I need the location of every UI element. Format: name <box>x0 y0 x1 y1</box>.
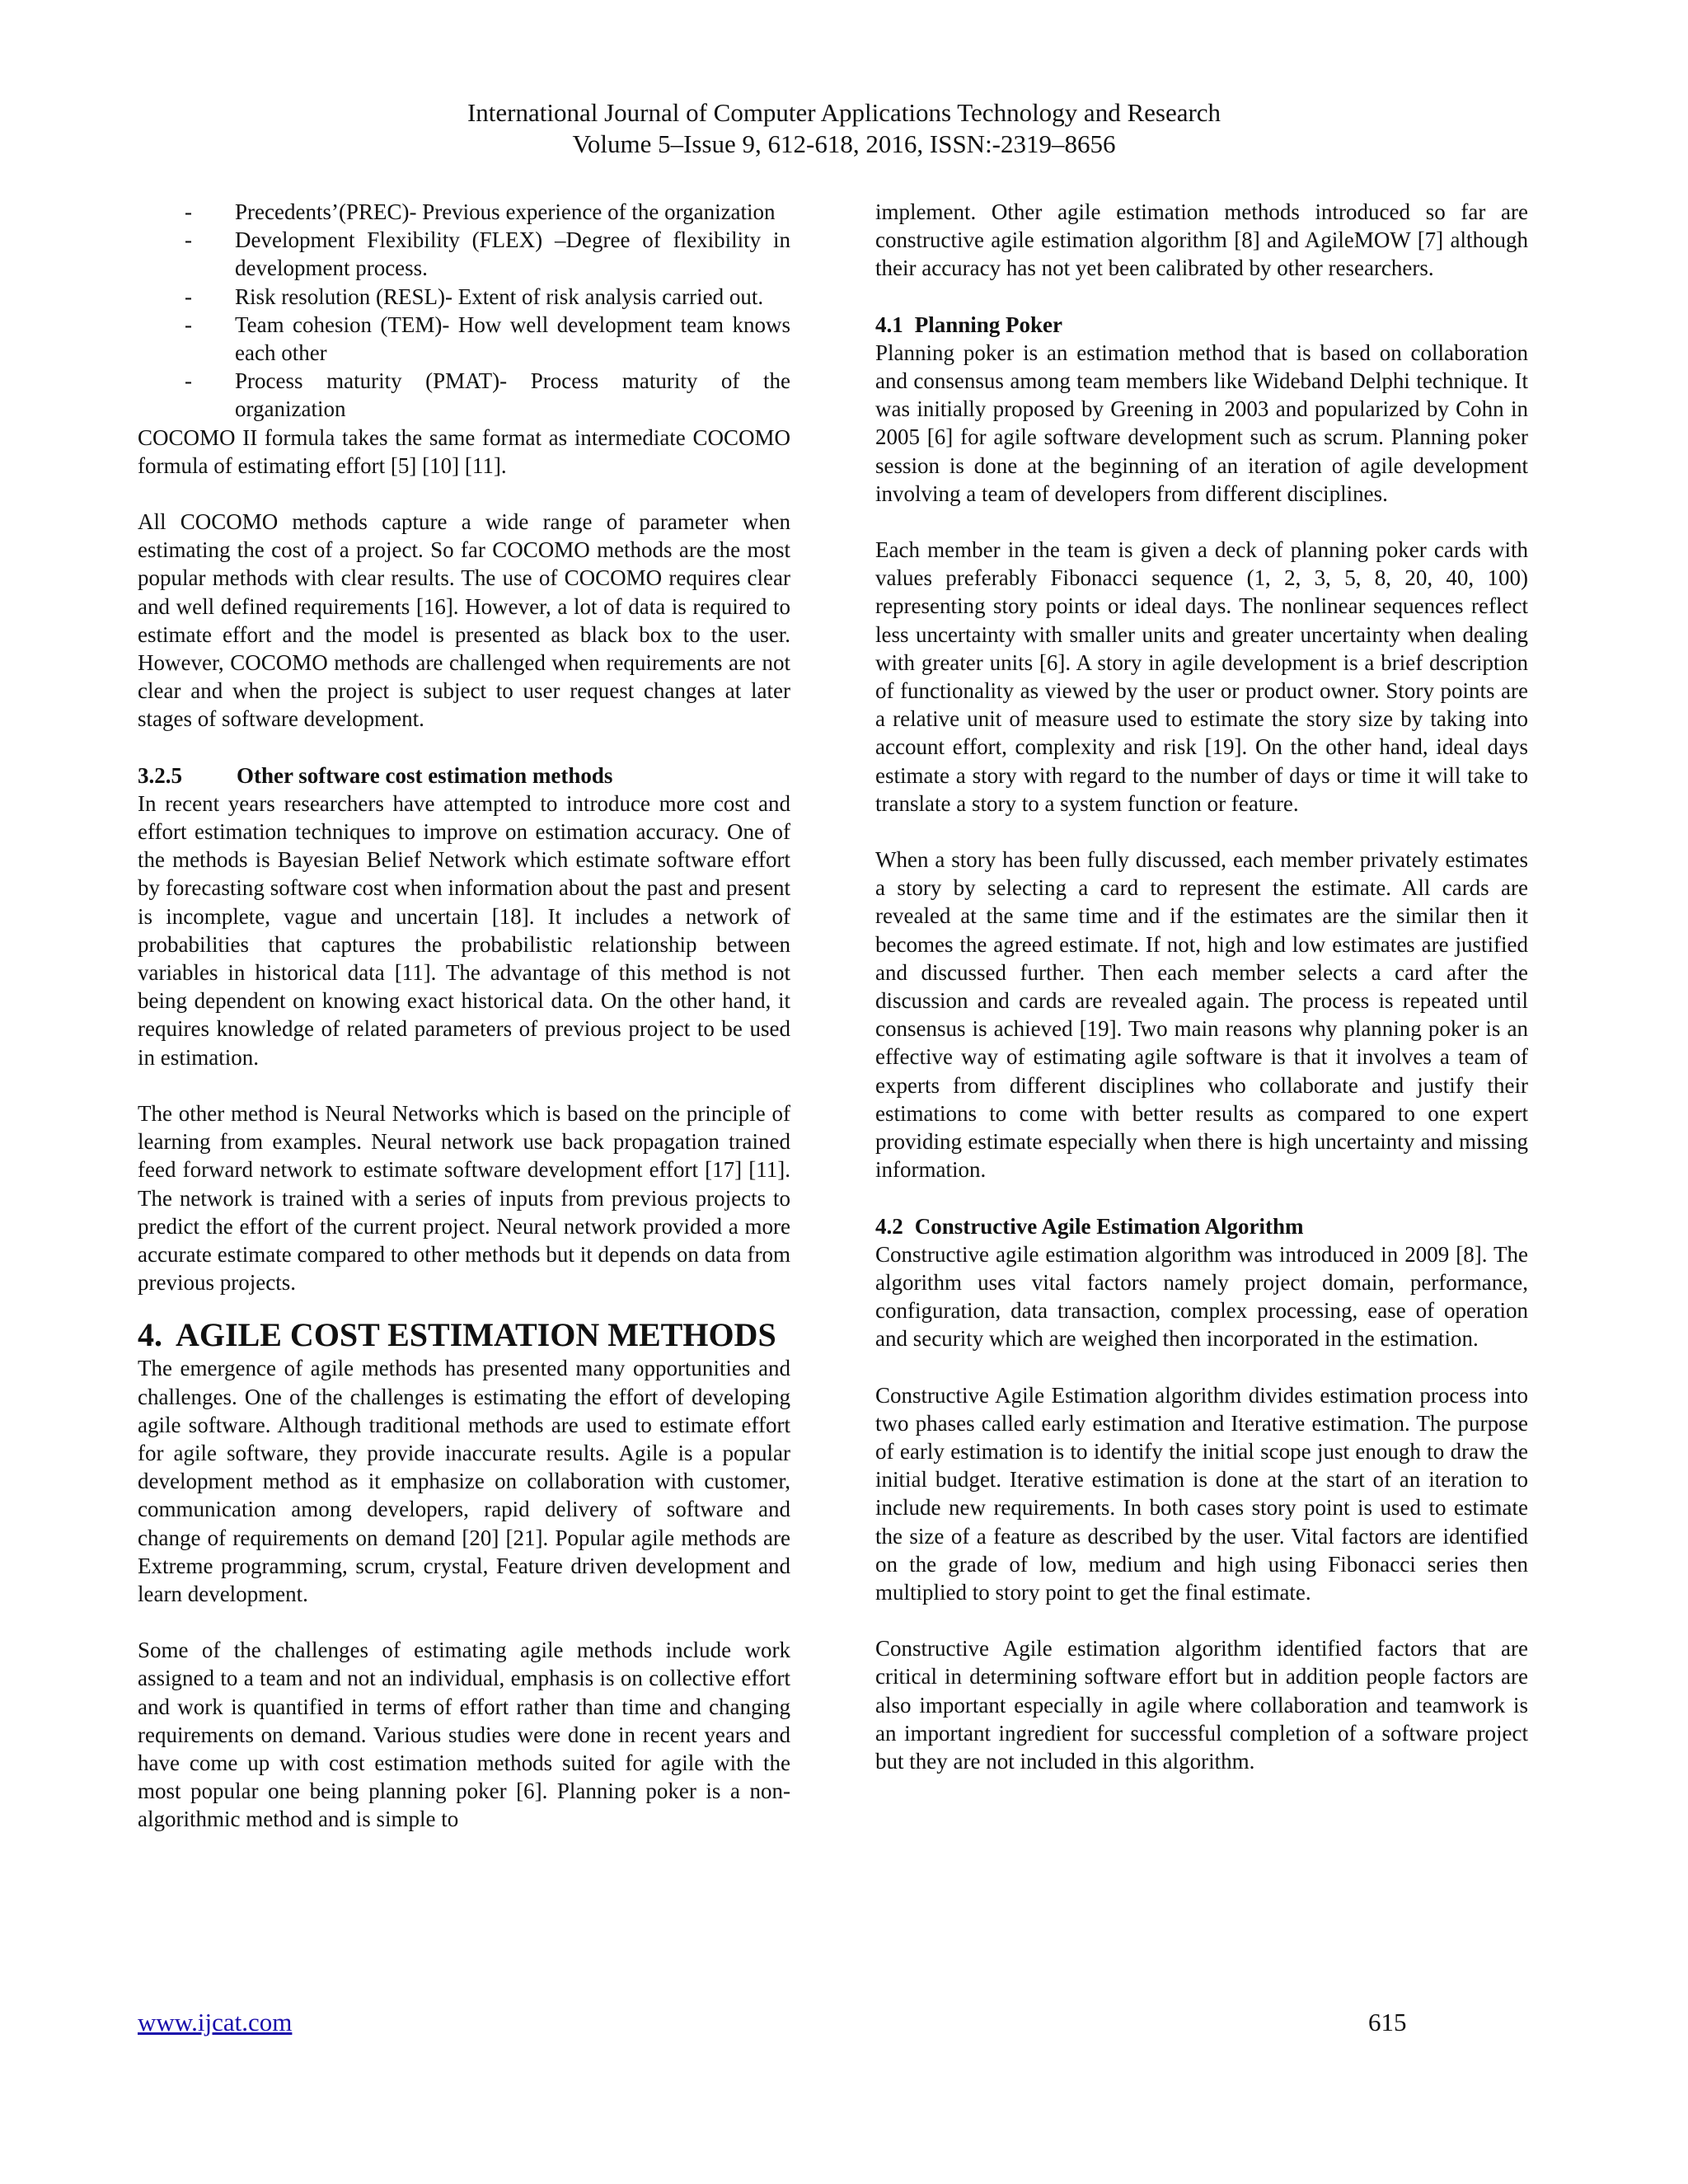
left-column <box>138 198 790 1834</box>
page-number: 615 <box>1368 2008 1407 2036</box>
list-dash: - <box>185 312 192 337</box>
list-item-text: Process maturity (PMAT)- Process maturity of the organization <box>235 368 790 422</box>
journal-volume: Volume 5–Issue 9, 612-618, 2016, ISSN:-2319–8656 <box>572 129 1116 158</box>
subsection-number: 3.2.5 <box>138 762 182 788</box>
paragraph-bayesian-network: In recent years researchers have attempted to introduce more cost and effort estimation techniques to improve on estimation accuracy. One of the methods is Bayesian Belief Network which estimate software effort by forecasting software cost when information about the past and present is incomplete, vague and uncertain [18]. It includes a network of probabilities that captures the probabilistic relationship between variables in historical data [11]. The advantage of this method is not being dependent on knowing exact historical data. On the other hand, it requires knowledge of related parameters of previous project to be used in estimation. <box>138 790 790 1070</box>
paragraph-cocomo2-formula: COCOMO II formula takes the same format as intermediate COCOMO formula of estimating effort [5] [10] [11]. <box>138 424 790 478</box>
paragraph-all-cocomo: All COCOMO methods capture a wide range of parameter when estimating the cost of a project. So far COCOMO methods are the most popular methods with clear results. The use of COCOMO requires clear and well defined requirements [16]. However, a lot of data is required to estimate effort and the model is presented as black box to the user. However, COCOMO methods are challenged when requirements are not clear and when the project is subject to user request changes at later stages of software development. <box>138 509 790 732</box>
subsection-number: 4.2 <box>875 1213 903 1239</box>
paragraph-caea-intro: Constructive agile estimation algorithm was introduced in 2009 [8]. The algorithm uses vital factors namely project domain, performance, configuration, data transaction, complex processing, ease of operation and security which are weighed then incorporated in the estimation. <box>875 1241 1528 1352</box>
cocomo-factor-list <box>138 198 790 424</box>
paragraph-planning-poker-intro: Planning poker is an estimation method that is based on collaboration and consensus among team members like Wideband Delphi technique. It was initially proposed by Greening in 2003 and popularized by Cohn in 2005 [6] for agile software development such as scrum. Planning poker session is done at the beginning of an iteration of agile development involving a team of developers from different disciplines. <box>875 340 1528 506</box>
subsection-number: 4.1 <box>875 312 903 337</box>
subsection-heading-3-2-5 <box>138 762 790 790</box>
subsection-title: Planning Poker <box>914 312 1063 337</box>
list-dash: - <box>185 227 192 253</box>
section-number: 4. <box>138 1316 162 1354</box>
paragraph-neural-networks: The other method is Neural Networks which is based on the principle of learning from examples. Neural network use back propagation trained feed forward network to estimate software development effort [17] [11]. The network is trained with a series of inputs from previous projects to predict the effort of the current project. Neural network provided a more accurate estimate compared to other methods but it depends on data from previous projects. <box>138 1100 790 1296</box>
journal-title: International Journal of Computer Applications Technology and Research <box>467 98 1221 127</box>
paragraph-planning-poker-process: When a story has been fully discussed, each member privately estimates a story by selecting a card to represent the estimate. All cards are revealed at the same time and if the estimates are the similar then it becomes the agreed estimate. If not, high and low estimates are justified and discussed further. Then each member selects a card after the discussion and cards are revealed again. The process is repeated until consensus is achieved [19]. Two main reasons why planning poker is an effective way of estimating agile software is that it involves a team of experts from different disciplines who collaborate and justify their estimations to come with better results as compared to one expert providing estimate especially when there is high uncertainty and missing information. <box>875 847 1528 1183</box>
paragraph-agile-challenges: Some of the challenges of estimating agile methods include work assigned to a team and not an individual, emphasis is on collective effort and work is quantified in terms of effort rather than time and changing requirements on demand. Various studies were done in recent years and have come up with cost estimation methods suited for agile with the most popular one being planning poker [6]. Planning poker is a non-algorithmic method and is simple to <box>138 1638 790 1832</box>
list-item-text: Development Flexibility (FLEX) –Degree of flexibility in development process. <box>235 227 790 281</box>
paragraph-planning-poker-cards: Each member in the team is given a deck of planning poker cards with values preferably Fibonacci sequence (1, 2, 3, 5, 8, 20, 40, 100) representing story points or ideal days. The nonlinear sequences reflect less uncertainty with smaller units and greater uncertainty when dealing with greater units [6]. A story in agile development is a brief description of functionality as viewed by the user or product owner. Story points are a relative unit of measure used to estimate the story size by taking into account effort, complexity and risk [19]. On the other hand, ideal days estimate a story with regard to the number of days or time it will take to translate a story to a system function or feature. <box>875 537 1528 816</box>
section-title: AGILE COST ESTIMATION METHODS <box>176 1316 776 1354</box>
right-column <box>875 198 1528 1775</box>
paragraph-caea-factors: Constructive Agile estimation algorithm identified factors that are critical in determining software effort but in addition people factors are also important especially in agile where collaboration and teamwork is an important ingredient for successful completion of a software project but they are not included in this algorithm. <box>875 1636 1528 1774</box>
list-item <box>138 283 790 311</box>
journal-website-link[interactable]: www.ijcat.com <box>138 2008 293 2036</box>
paragraph-caea-phases: Constructive Agile Estimation algorithm divides estimation process into two phases called early estimation and Iterative estimation. The purpose of early estimation is to identify the initial scope just enough to draw the initial budget. Iterative estimation is done at the start of an iteration to include new requirements. In both cases story point is used to estimate the size of a feature as described by the user. Vital factors are identified on the grade of low, medium and high using Fibonacci series then multiplied to story point to get the final estimate. <box>875 1382 1528 1605</box>
list-dash: - <box>185 368 192 394</box>
list-item-text: Risk resolution (RESL)- Extent of risk analysis carried out. <box>235 284 764 309</box>
list-dash: - <box>185 284 192 309</box>
paragraph-agile-emergence: The emergence of agile methods has presented many opportunities and challenges. One of the challenges is estimating the effort of developing agile software. Although traditional methods are used to estimate effort for agile software, they provide inaccurate results. Agile is a popular development method as it emphasize on collaboration with customer, communication among developers, rapid delivery of software and change of requirements on demand [20] [21]. Popular agile methods are Extreme programming, scrum, crystal, Feature driven development and learn development. <box>138 1356 790 1606</box>
subsection-title: Other software cost estimation methods <box>237 762 613 788</box>
subsection-title: Constructive Agile Estimation Algorithm <box>914 1213 1304 1239</box>
list-item <box>138 311 790 367</box>
list-item <box>138 198 790 226</box>
list-dash: - <box>185 199 192 224</box>
paragraph-implement: implement. Other agile estimation methods introduced so far are constructive agile estimation algorithm [8] and AgileMOW [7] although their accuracy has not yet been calibrated by other researchers. <box>875 199 1528 281</box>
subsection-heading-4-1 <box>875 311 1528 339</box>
journal-header <box>0 97 1688 160</box>
list-item <box>138 226 790 282</box>
list-item <box>138 367 790 423</box>
list-item-text: Precedents’(PREC)- Previous experience of the organization <box>235 199 776 224</box>
list-item-text: Team cohesion (TEM)- How well development team knows each other <box>235 312 790 366</box>
section-heading-4 <box>138 1316 790 1354</box>
subsection-heading-4-2 <box>875 1212 1528 1240</box>
